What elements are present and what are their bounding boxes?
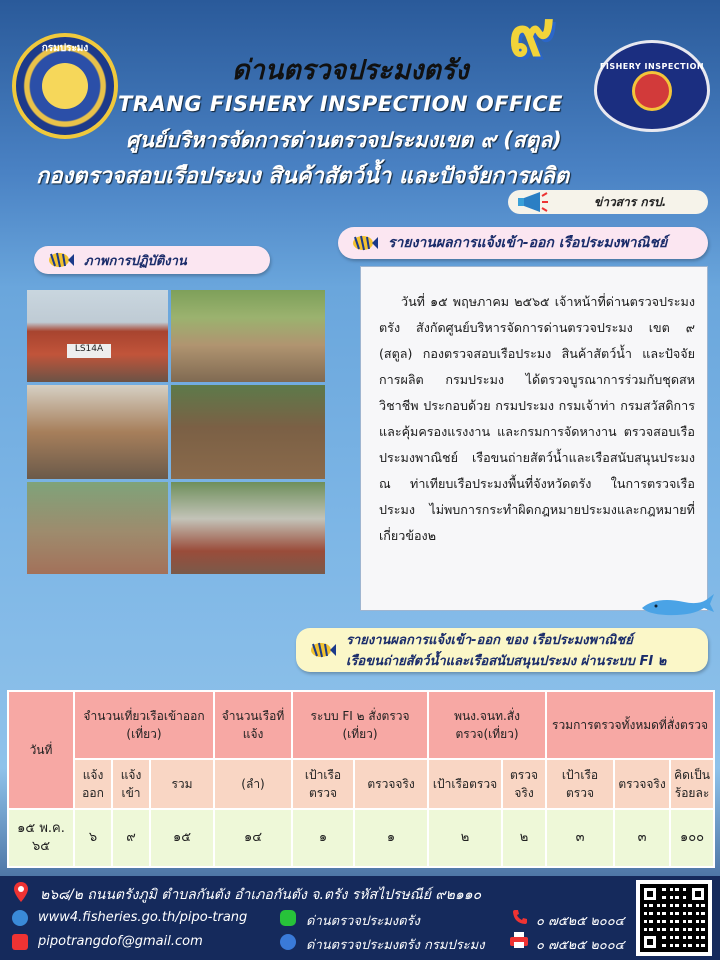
- footer-email[interactable]: pipotrangdof@gmail.com: [38, 934, 203, 949]
- mail-icon: [12, 934, 28, 950]
- row-cell: ๒: [428, 809, 502, 867]
- news-badge-label: ข่าวสาร กรป.: [594, 194, 667, 209]
- fax-icon: [510, 932, 528, 948]
- row-cell: ๒: [502, 809, 546, 867]
- row-cell: ๖: [74, 809, 112, 867]
- footer-address: ๒๖๘/๒ ถนนตรังภูมิ ตำบลกันตัง อำเภอกันตัง จ.ตรัง รหัสไปรษณีย์ ๙๒๑๑๐: [40, 887, 482, 903]
- row-cell: ๓: [546, 809, 614, 867]
- subheader-cell: แจ้งเข้า: [112, 759, 150, 809]
- phone-icon: [512, 909, 528, 925]
- megaphone-icon: [518, 192, 548, 212]
- header: [0, 0, 720, 200]
- table-header-row: [8, 691, 714, 759]
- division-name: กองตรวจสอบเรือประมง สินค้าสัตว์น้ำ และปัจจัยการผลิต: [36, 164, 570, 189]
- row-cell: ๑๐๐: [670, 809, 714, 867]
- operation-photos: [27, 290, 325, 574]
- fishery-inspection-logo: [594, 40, 710, 132]
- report-title: รายงานผลการแจ้งเข้า-ออก เรือประมงพาณิชย์: [388, 235, 668, 251]
- row-cell: ๑๔: [214, 809, 292, 867]
- photo-crew-lineup: [27, 482, 168, 574]
- photos-title-pill: [34, 246, 270, 274]
- report-title-pill: [338, 227, 708, 259]
- row-cell: ๑: [354, 809, 428, 867]
- table-title-line2: เรือขนถ่ายสัตว์น้ำและเรือสนับสนุนประมง ผ่านระบบ FI ๒: [346, 654, 667, 669]
- photo-fishing-boat: [27, 290, 168, 382]
- row-cell: ๓: [614, 809, 670, 867]
- report-text-box: [360, 266, 708, 611]
- fish-icon: [48, 251, 74, 269]
- report-body-text: วันที่ ๑๕ พฤษภาคม ๒๕๖๕ เจ้าหน้าที่ด่านตรวจประมงตรัง สังกัดศูนย์บริหารจัดการด่านตรวจประมง เขต ๙ (สตูล) กองตรวจสอบเรือประมง สินค้าสัตว์น้ำ และปัจจัยการผลิต กรมประมง ได้ตรวจบูรณาการร่วมกับชุดสหวิชาชีพ ประกอบด้วย กรมประมง กรมเจ้าท่า กรมสวัสดิการและคุ้มครองแรงงาน และกรมการจัดหางาน ตรวจสอบเรือประมงพาณิชย์ เรือขนถ่ายสัตว์น้ำและเรือสนับสนุนประมง ณ ท่าเทียบเรือประมงพื้นที่จังหวัดตรัง ในการตรวจเรือประมง ไม่พบการกระทำผิดกฎหมายประมงและกฎหมายที่เกี่ยวข้อง๒: [379, 294, 695, 543]
- row-cell: ๑๕: [150, 809, 214, 867]
- facebook-icon: [280, 934, 296, 950]
- qr-pattern: [640, 884, 708, 952]
- header-total: รวมการตรวจทั้งหมดที่สั่งตรวจ: [546, 691, 714, 759]
- news-badge: [508, 190, 708, 214]
- table-title-line1: รายงานผลการแจ้งเข้า-ออก ของ เรือประมงพาณิชย์: [346, 633, 633, 648]
- row-cell: ๑: [292, 809, 354, 867]
- header-trips: จำนวนเที่ยวเรือเข้าออก (เที่ยว): [74, 691, 214, 759]
- fish-icon: [310, 641, 336, 659]
- photo-document-check: [171, 385, 325, 479]
- globe-icon: [12, 910, 28, 926]
- row-cell: ๙: [112, 809, 150, 867]
- office-title-en: TRANG FISHERY INSPECTION OFFICE: [118, 92, 563, 116]
- qr-finder: [640, 932, 660, 952]
- footer-website[interactable]: www4.fisheries.go.th/pipo-trang: [38, 910, 248, 925]
- photo-paperwork-table: [171, 482, 325, 574]
- subheader-cell: ตรวจจริง: [614, 759, 670, 809]
- footer-phone[interactable]: ๐ ๗๕๒๕ ๒๐๐๔: [536, 914, 625, 929]
- table-row: [8, 809, 714, 867]
- header-fi2: ระบบ FI ๒ สั่งตรวจ (เที่ยว): [292, 691, 428, 759]
- footer-fax[interactable]: ๐ ๗๕๒๕ ๒๐๐๔: [536, 938, 625, 953]
- subheader-cell: คิดเป็นร้อยละ: [670, 759, 714, 809]
- subheader-cell: แจ้งออก: [74, 759, 112, 809]
- office-title-th: ด่านตรวจประมงตรัง: [232, 55, 469, 86]
- boat-registration: LS14A: [67, 344, 111, 358]
- subheader-cell: เป้าเรือตรวจ: [546, 759, 614, 809]
- header-officer: พนง.จนท.สั่งตรวจ(เที่ยว): [428, 691, 546, 759]
- row-date: ๑๕ พ.ค. ๖๕: [8, 809, 74, 867]
- center-name: ศูนย์บริหารจัดการด่านตรวจประมงเขต ๙ (สตูล): [126, 128, 562, 152]
- logo-right-text: FISHERY INSPECTION: [599, 61, 705, 71]
- table-subheader-row: [8, 759, 714, 809]
- region-nine-numeral: ๙: [508, 0, 555, 71]
- emblem-icon: [42, 63, 88, 109]
- whale-icon: [636, 590, 716, 620]
- logo-left-text: กรมประมง: [41, 43, 89, 54]
- photo-officers-inspection: [27, 385, 168, 479]
- header-date: วันที่: [8, 691, 74, 809]
- footer-facebook[interactable]: ด่านตรวจประมงตรัง กรมประมง: [306, 938, 485, 953]
- table-title-pill: [296, 628, 708, 672]
- subheader-cell: เป้าเรือตรวจ: [428, 759, 502, 809]
- subheader-cell: เป้าเรือตรวจ: [292, 759, 354, 809]
- qr-code[interactable]: [636, 880, 712, 956]
- photos-title: ภาพการปฏิบัติงาน: [84, 253, 187, 269]
- fish-icon: [352, 234, 378, 252]
- department-of-fisheries-logo: [12, 33, 118, 139]
- subheader-cell: รวม: [150, 759, 214, 809]
- subheader-cell: (ลำ): [214, 759, 292, 809]
- qr-finder: [640, 884, 660, 904]
- badge-icon: [632, 71, 672, 111]
- photo-team-on-deck: [171, 290, 325, 382]
- fi2-report-table: [7, 690, 715, 868]
- header-boats: จำนวนเรือที่แจ้ง: [214, 691, 292, 759]
- subheader-cell: ตรวจจริง: [502, 759, 546, 809]
- location-pin-icon: [14, 882, 28, 902]
- footer-line[interactable]: ด่านตรวจประมงตรัง: [306, 914, 420, 929]
- qr-finder: [688, 884, 708, 904]
- line-icon: [280, 910, 296, 926]
- subheader-cell: ตรวจจริง: [354, 759, 428, 809]
